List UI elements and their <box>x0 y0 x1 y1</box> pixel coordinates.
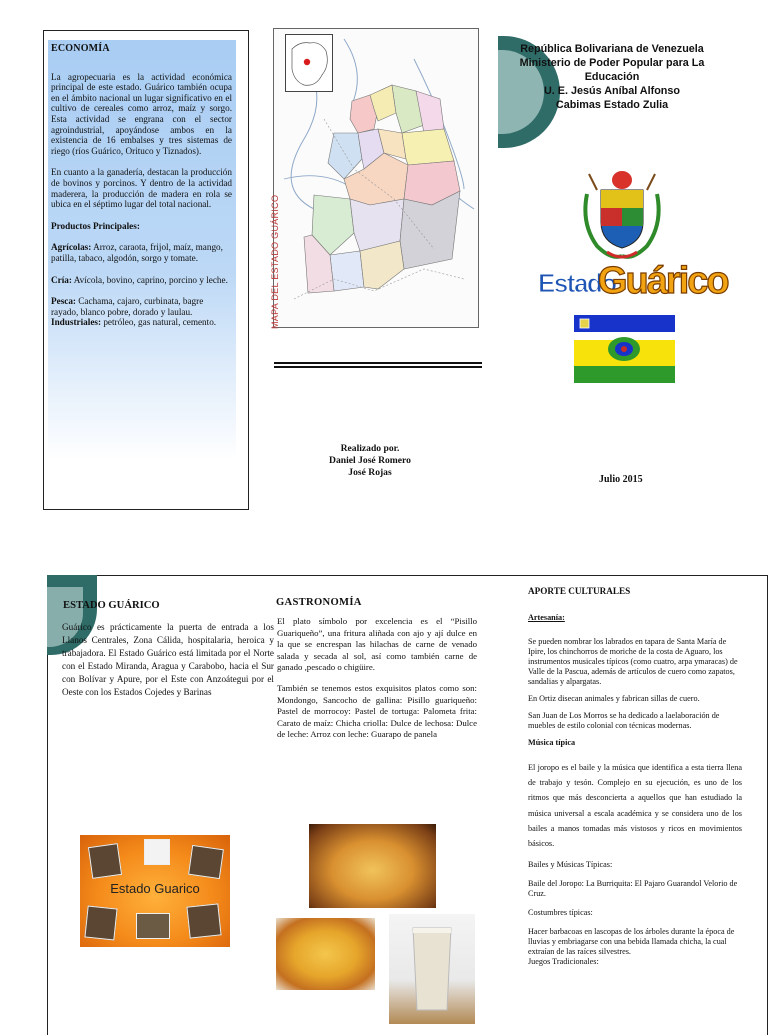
credits-author-1: Daniel José Romero <box>329 455 411 466</box>
cover-line-1: República Bolivariana de Venezuela <box>520 43 704 55</box>
artesania-paragraph-1: Se pueden nombrar los labrados en tapara de Santa María de Ipire, los chinchorros de moriche de la costa de Aguaro, los instrumentos musicales típicos (como cuatro, arpa ymaracas) de Valle de la Pascua, además de artículos de cuero como zapatos, sandalias y alpargatas. <box>528 637 738 686</box>
costumbres-text: Hacer barbacoas en lascopas de los árboles durante la época de lluvias y embriagarse con una bebida llamada chicha, la cual extraían de las raíces silvestres. <box>528 927 735 957</box>
artesania-paragraph-3: San Juan de Los Morros se ha dedicado a laelaboración de muebles de estilo colonial con técnicas modernas. <box>528 711 720 730</box>
collage-photo <box>188 845 224 879</box>
credits <box>300 443 440 479</box>
collage-coat-icon <box>144 839 170 865</box>
estado-text: Guárico es prácticamente la puerta de entrada a los Llanos Centrales, Zona Cálida, hospitalaria, heroica y trabajadora. El Estado Guárico está limitada por el Norte con el Estado Miranda, Aragua y Carabobo, hacia el Sur con Bolívar y Apure, por el Este con Anzoátegui por el Oeste con los Estados Cojedes y Barinas <box>62 622 274 697</box>
food-photo-drink <box>389 914 475 1024</box>
productos-title: Productos Principales: <box>51 220 140 231</box>
gastronomia-text <box>277 616 477 741</box>
economia-box <box>48 40 236 460</box>
economia-paragraph-2: En cuanto a la ganadería, destacan la producción de bovinos y porcinos. Y dentro de la actividad maderera, la producción de madera en rola se ubica en el séptimo lugar del total nacional. <box>51 167 232 210</box>
aporte-section <box>528 606 742 967</box>
divider-rule <box>274 366 482 368</box>
food-photo-stew <box>309 824 436 908</box>
estado-guarico-collage <box>80 835 230 947</box>
industriales-line: Industriales: petróleo, gas natural, cemento. <box>51 317 217 328</box>
logo-estado: Estado <box>538 268 616 298</box>
collage-photo <box>136 913 170 939</box>
collage-label: Estado Guarico <box>110 881 200 896</box>
cover-date: Julio 2015 <box>599 474 643 485</box>
gastronomia-paragraph-2: También se tenemos estos exquisitos platos como son: Mondongo, Sancocho de gallina: Pisillo guariqueño: Pastel de morrocoy: Pastel de tortuga: Palometa frita: Carato de maíz: Chicha criolla: Dulce de lechosa: Dulce de leche: Arroz con leche: Guarapo de panela <box>277 682 477 740</box>
gastronomia-title: GASTRONOMÍA <box>276 597 362 608</box>
venezuela-inset-map <box>285 34 333 92</box>
collage-photo <box>88 843 122 879</box>
food-photo-dessert <box>276 918 375 990</box>
agricolas-line: Agrícolas: Arroz, caraota, frijol, maíz, mango, patilla, tabaco, algodón, sorgo y tomate. <box>51 242 223 263</box>
credits-author-2: José Rojas <box>348 467 392 478</box>
artesania-title: Artesanía: <box>528 613 565 622</box>
economia-title: ECONOMÍA <box>51 43 110 54</box>
cover-line-5: Cabimas Estado Zulia <box>555 99 669 111</box>
cover-line-4: U. E. Jesús Aníbal Alfonso <box>544 85 680 97</box>
estado-title: ESTADO GUÁRICO <box>63 600 160 611</box>
economia-panel <box>43 30 249 510</box>
guarico-flag-icon <box>574 315 675 383</box>
economia-paragraph-1: La agropecuaria es la actividad económica principal de este estado. Guárico también ocupa en el ámbito nacional un lugar significativo en el cultivo de cereales como arroz, maíz y sorgo. Esta actividad se engrana con el sector agroindustrial, apoyándose ambos en la existencia de 16 embalses y tres sistemas de riego (ríos Guárico, Orituco y Tiznados). <box>51 71 232 156</box>
cover-title <box>512 42 712 112</box>
guarico-map <box>270 28 479 329</box>
map-label: MAPA DEL ESTADO GUÁRICO <box>270 194 280 329</box>
gastronomia-paragraph-1: El plato símbolo por excelencia es el “Pisillo Guariqueño”, una fritura aliñada con ajo y ají dulce en la que se encrespan las hilachas de carne de venado salada y secada al sol, así como también carne de ganado ,pescado o chigüire. <box>277 616 477 673</box>
aporte-title: APORTE CULTURALES <box>528 586 631 596</box>
juegos-title: Juegos Tradicionales: <box>528 957 599 967</box>
artesania-paragraph-2: En Ortiz disecan animales y fabrican sillas de cuero. <box>528 694 700 703</box>
musica-text: El joropo es el baile y la música que identifica a esta tierra llena de trabajo y tesón. Complejo en su ejecución, es uno de los ritmos que más desconcierta a aquellos que han estudiado la música universal a escala académica y se considera uno de los bailes a manos tomadas más vistosos y ricos en movimientos básicos. <box>528 763 742 849</box>
musica-title: Música típica <box>528 738 576 747</box>
cria-line: Cría: Avícola, bovino, caprino, porcino y leche. <box>51 274 228 285</box>
estado-guarico-logo <box>538 262 728 318</box>
divider-rule <box>274 362 482 364</box>
pesca-line: Pesca: Cachama, cajaro, curbinata, bagre rayado, blanco pobre, dorado y laulau. <box>51 296 204 317</box>
cover-line-2: Ministerio de Poder Popular para La <box>519 57 705 69</box>
coat-of-arms-icon <box>577 164 667 264</box>
collage-photo <box>84 906 117 941</box>
credits-label: Realizado por. <box>340 443 400 454</box>
collage-photo <box>186 903 221 938</box>
costumbres-title: Costumbres típicas: <box>528 908 593 918</box>
bailes-text: Baile del Joropo: La Burriquita: El Pajaro Guarandol Velorio de Cruz. <box>528 879 738 899</box>
cover-line-3: Educación <box>584 71 640 83</box>
logo-guarico: Guárico <box>598 260 728 302</box>
bailes-title: Bailes y Músicas Típicas: <box>528 860 613 870</box>
